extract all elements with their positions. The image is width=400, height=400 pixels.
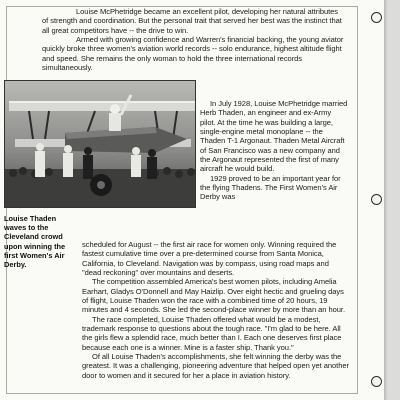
paragraph: In July 1928, Louise McPhetridge married Herb Thaden, an engineer and ex-Army pilot. At the time he was building a large, single-engine metal monoplane -- the Thaden T-1 Argonaut. Thaden Metal Aircraft of San Francisco was a new company and the Argonaut represented the first of many aircraft he would build. — [200, 99, 348, 174]
binder-hole — [371, 12, 382, 23]
article-intro — [42, 7, 346, 72]
paragraph: The race completed, Louise Thaden offered what would be a modest, trademark response to questions about the tough race. "I'm glad to be here. All the girls flew a splendid race, much better than I. Each one deserves first place because each one is a winner. Mine is a faster ship. Thank you." — [82, 314, 342, 352]
paragraph: Of all Louise Thaden's accomplishments, she felt winning the derby was the greatest. It was a challenging, pioneering adventure that helped open yet another door to women and it secured for her a place in aviation history. — [82, 352, 349, 380]
paragraph: 1929 proved to be an important year for the flying Thadens. The First Women's Air Derby was — [200, 173, 341, 202]
paragraph: Armed with growing confidence and Warren's financial backing, the young aviator quickly broke three women's aviation world records -- solo endurance, highest altitude flight and speed. She remains the only woman to hold the three international records simultaneously. — [42, 35, 344, 73]
paragraph: Louise McPhetridge became an excellent pilot, developing her natural attributes of strength and coordination. But the personal trait that served her best was the instinct that all great competitors have -- the drive to win. — [42, 7, 342, 35]
paragraph: scheduled for August -- the first air race for women only. Winning required the fastest cumulative time over a pre-determined course from Santa Monica, California, to Cleveland. Navigation was by compass, using road maps and "dead reckoning" over mountains and deserts. — [82, 240, 337, 278]
binder-hole — [371, 194, 382, 205]
binder-hole — [371, 376, 382, 387]
article-body — [82, 240, 350, 380]
article-side-column — [200, 99, 348, 202]
photo-caption: Louise Thaden waves to the Cleveland crowd upon winning the first Women's Air Derby. — [4, 214, 66, 270]
race-photo — [4, 80, 196, 208]
paragraph: The competition assembled America's best women pilots, including Amelia Earhart, Gladys O'Donnell and May Haizlip. Over eight hectic and grueling days of flight, Louise Thaden won the race with a combined time of 20 hours, 19 minutes and 4 seconds. She led the second-place winner by more than an hour. — [82, 277, 346, 315]
